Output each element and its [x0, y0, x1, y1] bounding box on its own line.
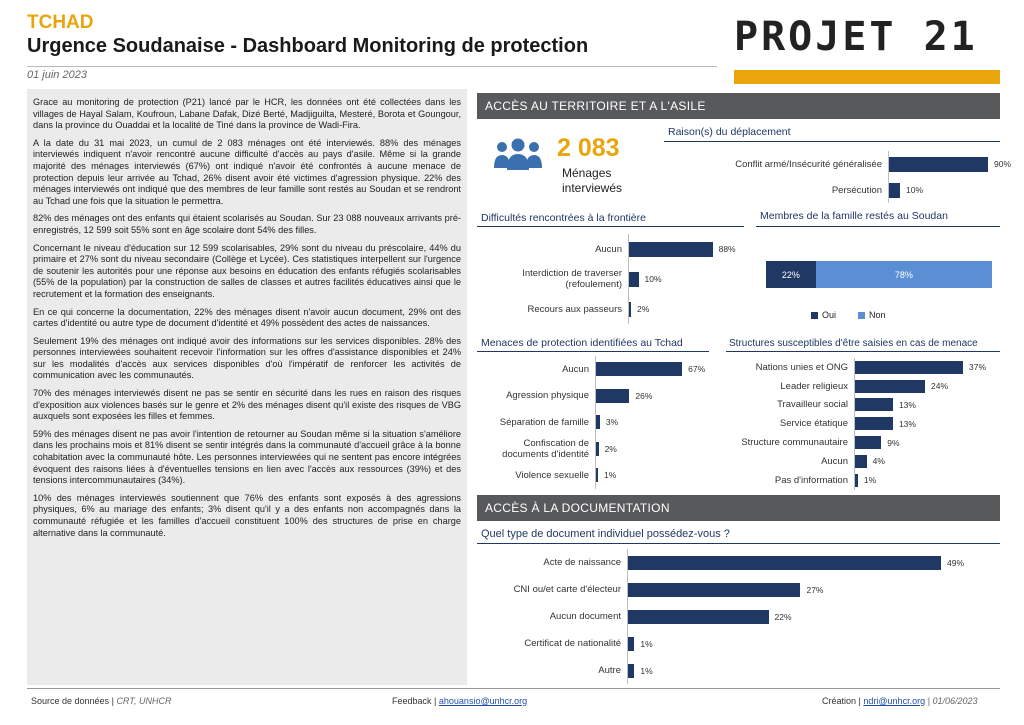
chart-difficultes: [477, 232, 744, 322]
footer-separator: |: [111, 696, 114, 706]
chart-structures: [726, 356, 1000, 488]
chart-row: [477, 657, 653, 684]
stacked-segment-oui: 22%: [766, 261, 816, 288]
paragraph: 59% des ménages disent ne pas avoir l'intention de retourner au Soudan même si la situation s'améliore dans les prochains mois et 81% disent se sentir intégrés dans la communauté d'accueil grâce à la bonne cohabitation avec la communauté hôte. Les personnes interviewées qui ne sentent pas encore intégrées évoquent des raisons liées à d'éventuelles tensions en lien avec l'accès aux ressources (39%) et des tensions intercommunautaires (34%).: [33, 428, 461, 486]
chart-bar: [855, 417, 893, 430]
chart-bar: [596, 442, 599, 456]
chart-category-label: Confiscation de documents d'identité: [502, 437, 589, 460]
chart-bar-wrap: [628, 610, 792, 624]
paragraph: 10% des ménages interviewés soutiennent que 76% des enfants sont exposés à des agressions physiques, 6% au mariage des enfants; 3% disent qu'il y a des enfants non accompagnés dans la communauté réfugiée et les familles d'accueil constituent 100% des structures de prise en charge alternative dans la communauté.: [33, 492, 461, 538]
chart-category-label: Aucun: [562, 363, 589, 375]
chart-category-label: Recours aux passeurs: [527, 303, 622, 315]
chart-value-label: 10%: [906, 185, 924, 195]
legend-item: [811, 310, 836, 320]
paragraph: Grace au monitoring de protection (P21) lancé par le HCR, les données ont été collectées dans les villages de Hayal Salam, Koufroun, Labane Dafak, Dizé Berté, Madjiguilta, Mesteré, Borota et Goungour, dans la province du Ouaddai et la localité de Tiné dans la province de Wadi-Fira.: [33, 97, 461, 131]
footer-source-value: CRT, UNHCR: [116, 696, 172, 706]
logo-accent-bar: [734, 70, 1000, 84]
chart-value-label: 49%: [947, 557, 965, 568]
chart-row: [726, 452, 885, 471]
chart-row: [477, 630, 653, 657]
paragraph: A la date du 31 mai 2023, un cumul de 2 083 ménages ont été interviewés. 88% des ménages interviewés indiquent n'avoir rencontré aucune difficulté d'accès au pays d'asile. Même si la grande majorité des ménages interviewés (67%) ont indiqué n'avoir été confrontés à aucune menace de protection depuis leur arrivée au Tchad, 26% disent avoir été victimes d'agression physique. 22% des ménages interviewés ont indiqué que des membres de leur famille sont restés au Soudan et se rendront au Tchad une fois que la situation le permettra.: [33, 137, 461, 206]
chart-value-label: 1%: [640, 638, 653, 649]
chart-bar: [628, 556, 941, 570]
chart-value-label: 13%: [898, 399, 916, 410]
chart-bar-wrap: [628, 664, 653, 678]
report-date: 01 juin 2023: [27, 69, 87, 81]
chart-value-label: 26%: [635, 390, 653, 401]
chart-title-rule: [664, 141, 1000, 142]
chart-title-structures: Structures susceptibles d'être saisies en cas de menace: [729, 338, 978, 349]
chart-raisons: [664, 148, 1012, 204]
chart-row: [477, 549, 964, 576]
chart-category-label: Nations unies et ONG: [755, 361, 848, 373]
chart-bar-wrap: [596, 468, 616, 482]
chart-bar-wrap: [628, 556, 964, 570]
chart-bar-wrap: [596, 389, 652, 403]
chart-title-rule: [726, 351, 1000, 352]
chart-value-label: 24%: [931, 381, 949, 392]
chart-category-label: Service étatique: [779, 418, 848, 430]
chart-category-label: Autre: [598, 665, 621, 676]
chart-bar: [855, 380, 925, 393]
chart-value-label: 27%: [806, 584, 824, 595]
chart-row: [664, 151, 1011, 177]
chart-title-documents: Quel type de document individuel possédez-vous ?: [481, 528, 730, 540]
section-documentation-header: ACCÈS À LA DOCUMENTATION: [477, 495, 1000, 521]
chart-category-label: Pas d'information: [774, 474, 848, 486]
page-title: Urgence Soudanaise - Dashboard Monitoring de protection: [27, 35, 589, 57]
paragraph: 82% des ménages ont des enfants qui étaient scolarisés au Soudan. Sur 23 088 nouveaux arrivants pré-enregistrés, 12 599 soit 55% sont en âge scolaire dont 54% des filles.: [33, 213, 461, 235]
paragraph: 70% des ménages interviewés disent ne pas se sentir en sécurité dans les rues en raison des risques d'exposition aux violences basés sur le genre et 2% des ménages disent qu'il existe des risques de VBG auxquels sont exposées les filles et femmes.: [33, 388, 461, 422]
chart-bar: [855, 474, 858, 487]
footer-separator: |: [927, 696, 930, 706]
chart-bar-wrap: [629, 242, 736, 257]
footer-divider: [27, 688, 1000, 689]
paragraph: Seulement 19% des ménages ont indiqué avoir des informations sur les services disponibles. 28% des personnes interviewées souhaitent recevoir l'information sur les offres d'assistance disponibles et 24% sur les modalités d'accès aux services disponibles d'où l'impératif de renforcer les activités de communication avec les communautés.: [33, 335, 461, 381]
feedback-email-link[interactable]: ahouansio@unhcr.org: [438, 696, 528, 706]
chart-title-difficultes: Difficultés rencontrées à la frontière: [481, 212, 646, 224]
chart-category-label: Persécution: [831, 184, 882, 196]
chart-row: [477, 409, 618, 436]
chart-category-label: Interdiction de traverser (refoulement): [522, 268, 622, 290]
chart-bar: [629, 302, 631, 317]
title-divider: [27, 66, 717, 67]
chart-category-label: Aucun: [595, 243, 622, 255]
chart-value-label: 22%: [774, 611, 792, 622]
chart-bar-wrap: [889, 157, 1011, 172]
chart-bar-wrap: [596, 362, 705, 376]
chart-bar: [889, 183, 900, 198]
chart-category-label: Conflit armé/Insécurité généralisée: [735, 158, 882, 170]
chart-row: [726, 414, 916, 433]
chart-bar-wrap: [628, 583, 823, 597]
kpi-label-line: Ménages: [562, 166, 612, 180]
section-access-header: ACCÈS AU TERRITOIRE ET A L'ASILE: [477, 93, 1000, 119]
chart-row: [726, 358, 986, 377]
chart-row: [477, 603, 792, 630]
legend-swatch: [811, 312, 818, 319]
chart-bar-wrap: [596, 415, 618, 429]
footer-source: [31, 696, 171, 706]
legend-label: Non: [869, 310, 886, 320]
legend-item: [858, 310, 886, 320]
chart-category-label: Aucun: [821, 455, 848, 467]
chart-bar: [596, 362, 682, 376]
chart-row: [477, 436, 617, 463]
chart-bar-wrap: [855, 361, 986, 374]
chart-bar: [596, 415, 600, 429]
chart-category-label: Certificat de nationalité: [524, 638, 621, 649]
chart-row: [477, 234, 736, 264]
chart-row: [477, 356, 705, 383]
chart-title-rule: [477, 226, 744, 227]
chart-category-label: CNI ou/et carte d'électeur: [513, 584, 621, 595]
chart-bar-wrap: [855, 436, 900, 449]
chart-membres-legend: [811, 310, 886, 320]
chart-category-label: Agression physique: [506, 390, 589, 402]
chart-bar: [596, 389, 629, 403]
chart-bar-wrap: [629, 302, 649, 317]
chart-category-label: Séparation de famille: [499, 416, 589, 428]
chart-bar-wrap: [855, 380, 948, 393]
paragraph: En ce qui concerne la documentation, 22% des ménages disent n'avoir aucun document, 29% ont des cartes d'identité ou autre type de document d'identité et 49% possèdent des actes de naissances.: [33, 306, 461, 329]
chart-bar-wrap: [855, 417, 916, 430]
chart-value-label: 1%: [863, 475, 877, 486]
chart-category-label: Acte de naissance: [543, 557, 621, 568]
chart-bar: [855, 361, 963, 374]
chart-documents: [477, 549, 1000, 681]
chart-row: [726, 433, 900, 452]
chart-category-label: Violence sexuelle: [515, 469, 589, 481]
chart-row: [726, 377, 948, 396]
chart-value-label: 13%: [898, 418, 916, 429]
chart-bar: [629, 242, 713, 257]
chart-value-label: 1%: [640, 665, 653, 676]
chart-row: [726, 471, 876, 490]
legend-swatch: [858, 312, 865, 319]
chart-row: [477, 294, 649, 324]
chart-category-label: Aucun document: [549, 611, 621, 622]
chart-bar: [889, 157, 988, 172]
chart-value-label: 2%: [604, 443, 617, 454]
chart-value-label: 1%: [604, 470, 617, 481]
chart-value-label: 10%: [644, 274, 662, 284]
chart-row: [477, 383, 652, 410]
chart-category-label: Leader religieux: [780, 380, 848, 392]
paragraph: Concernant le niveau d'éducation sur 12 599 scolarisables, 29% sont du niveau du préscolaire, 44% du primaire et 27% sont du niveau secondaire (Collège et Lycée). Ces statistiques interpellent sur l'urgence de soutenir les autorités pour une réponse aux besoins en éducation des enfants réfugiés scolarisables (55% de la population) par la construction de salles de classes et autres facilités éducatives ainsi que le recrutement et la formation des enseignants.: [33, 242, 461, 299]
chart-row: [477, 576, 823, 603]
people-group-icon: [492, 138, 544, 172]
chart-bar: [629, 272, 639, 287]
chart-menaces: [477, 356, 709, 488]
footer-feedback: [392, 696, 527, 706]
chart-bar: [855, 436, 881, 449]
chart-value-label: 9%: [887, 437, 900, 448]
chart-title-membres: Membres de la famille restés au Soudan: [760, 210, 948, 222]
chart-bar: [628, 637, 634, 651]
chart-title-menaces: Menaces de protection identifiées au Tchad: [481, 337, 683, 349]
chart-bar-wrap: [855, 474, 876, 487]
footer-source-label: Source de données: [31, 696, 110, 706]
chart-bar-wrap: [596, 442, 617, 456]
chart-title-rule: [756, 226, 1000, 227]
chart-row: [477, 462, 616, 489]
chart-title-raisons: Raison(s) du déplacement: [668, 126, 791, 138]
chart-value-label: 37%: [969, 362, 987, 373]
legend-label: Oui: [822, 310, 837, 320]
chart-bar-wrap: [628, 637, 653, 651]
kpi-households-label: [562, 166, 622, 196]
footer-separator: |: [858, 696, 861, 706]
kpi-households-value: 2 083: [557, 134, 620, 162]
chart-bar-wrap: [855, 455, 885, 468]
chart-value-label: 3%: [605, 417, 619, 428]
chart-membres: [766, 261, 992, 288]
kpi-label-line: interviewés: [562, 181, 623, 195]
chart-bar-wrap: [629, 272, 662, 287]
country-title: TCHAD: [27, 12, 94, 33]
footer-creation: [822, 696, 978, 706]
chart-bar: [628, 583, 800, 597]
chart-bar-wrap: [889, 183, 923, 198]
narrative-panel: [27, 89, 467, 685]
chart-value-label: 90%: [994, 159, 1012, 169]
stacked-segment-non: 78%: [816, 261, 992, 288]
chart-category-label: Travailleur social: [777, 399, 848, 411]
chart-bar: [628, 664, 634, 678]
chart-bar-wrap: [855, 398, 916, 411]
chart-title-rule: [477, 351, 709, 352]
chart-row: [664, 177, 923, 203]
chart-row: [726, 396, 916, 415]
chart-value-label: 2%: [637, 304, 650, 314]
chart-bar: [855, 398, 893, 411]
chart-value-label: 88%: [718, 244, 736, 254]
chart-value-label: 67%: [688, 364, 706, 375]
chart-title-rule: [477, 543, 1000, 544]
chart-bar: [628, 610, 769, 624]
chart-value-label: 4%: [872, 456, 885, 467]
footer-creation-date: 01/06/2023: [932, 696, 978, 706]
chart-row: [477, 264, 662, 294]
chart-bar: [855, 455, 867, 468]
footer-separator: |: [434, 696, 437, 706]
footer-creation-label: Création: [822, 696, 857, 706]
chart-category-label: Structure communautaire: [741, 437, 848, 449]
footer-feedback-label: Feedback: [392, 696, 432, 706]
chart-bar: [596, 468, 598, 482]
creation-email-link[interactable]: ndri@unhcr.org: [863, 696, 926, 706]
projet21-logo: PROJET 21: [734, 14, 978, 60]
